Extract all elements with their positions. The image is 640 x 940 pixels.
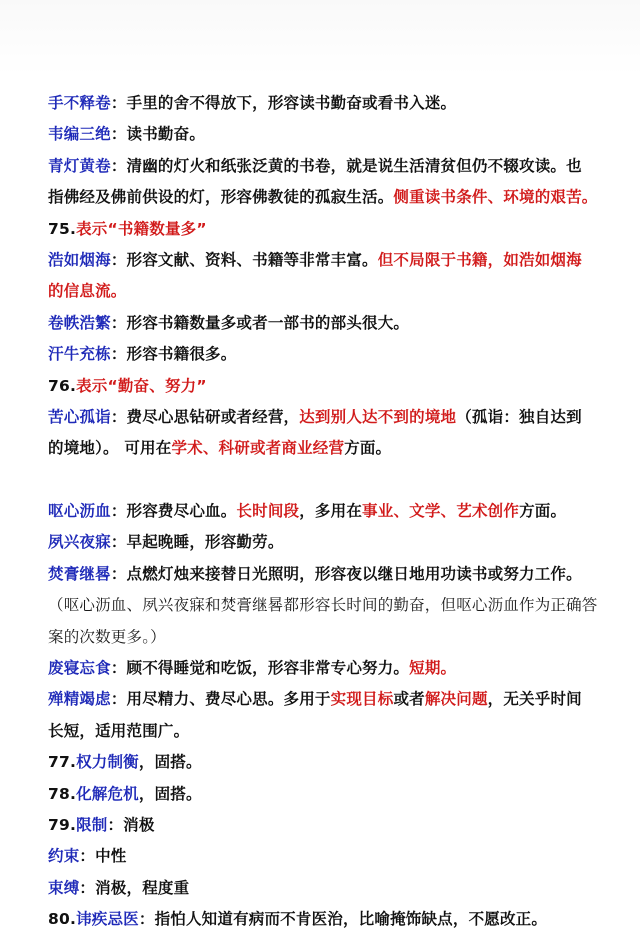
body-text: ：读书勤奋。 <box>110 125 206 144</box>
text-line <box>48 151 622 182</box>
text-line <box>48 779 622 810</box>
text-line <box>48 622 622 653</box>
body-text: ：形容书籍数量多或者一部书的部头很大。 <box>110 313 410 332</box>
body-text: ：顾不得睡觉和吃饭，形容非常专心努力。 <box>110 658 410 677</box>
text-line <box>48 276 622 307</box>
idiom-term: 废寝忘食 <box>48 658 111 677</box>
body-text: ，固搭。 <box>138 753 202 772</box>
text-line <box>48 527 622 558</box>
idiom-term: 束缚 <box>48 878 80 897</box>
text-line <box>48 433 622 464</box>
idiom-term: 化解危机 <box>76 784 139 803</box>
body-text: 76. <box>48 376 77 395</box>
text-line <box>48 747 622 778</box>
body-text: ，多用在 <box>299 501 363 520</box>
text-line <box>48 245 622 276</box>
body-text: 79. <box>48 815 77 834</box>
text-line <box>48 559 622 590</box>
highlight-text: 解决问题 <box>424 690 488 709</box>
body-text: 案的次数更多。） <box>48 627 166 646</box>
idiom-term: 苦心孤诣 <box>48 408 111 427</box>
body-text: ：形容费尽心血。 <box>110 501 237 520</box>
highlight-text: 长时间段 <box>236 501 300 520</box>
highlight-text: 学术、科研或者商业经营 <box>171 439 345 458</box>
text-line <box>48 119 622 150</box>
text-line <box>48 182 622 213</box>
text-line <box>48 810 622 841</box>
text-line <box>48 841 622 872</box>
idiom-term: 青灯黄卷 <box>48 156 111 175</box>
highlight-text: 表示“书籍数量多” <box>76 219 207 238</box>
body-text: ，固搭。 <box>138 784 202 803</box>
idiom-term: 夙兴夜寐 <box>48 533 111 552</box>
idiom-term: 焚膏继晷 <box>48 564 111 583</box>
body-text: ：形容书籍很多。 <box>110 345 237 364</box>
body-text: ：消极 <box>107 815 155 834</box>
body-text: 方面。 <box>519 501 567 520</box>
body-text: 指佛经及佛前供设的灯，形容佛教徒的孤寂生活。 <box>48 188 394 207</box>
text-line <box>48 496 622 527</box>
text-line <box>48 88 622 119</box>
idiom-term: 殚精竭虑 <box>48 690 111 709</box>
highlight-text: 事业、文学、艺术创作 <box>362 501 520 520</box>
body-text: ：早起晚睡，形容勤劳。 <box>110 533 284 552</box>
body-text: ：清幽的灯火和纸张泛黄的书卷，就是说生活清贫但仍不辍攻读。也 <box>110 156 582 175</box>
body-text: （孤诣：独自达到 <box>456 408 582 427</box>
body-text: ：中性 <box>79 847 127 866</box>
highlight-text: 实现目标 <box>330 690 394 709</box>
highlight-text: 侧重读书条件、环境的艰苦。 <box>393 188 598 207</box>
text-line <box>48 873 622 904</box>
highlight-text: 短期。 <box>409 658 457 677</box>
body-text: 75. <box>48 219 77 238</box>
highlight-text: 表示“勤奋、努力” <box>76 376 207 395</box>
text-line <box>48 308 622 339</box>
idiom-term: 权力制衡 <box>76 753 139 772</box>
body-text: ：形容文献、资料、书籍等非常丰富。 <box>110 251 378 270</box>
body-text: 77. <box>48 753 77 772</box>
body-text: 80. <box>48 910 77 929</box>
body-text: 78. <box>48 784 77 803</box>
text-line <box>48 339 622 370</box>
idiom-term: 卷帙浩繁 <box>48 313 111 332</box>
blank-line <box>48 465 622 496</box>
idiom-term: 呕心沥血 <box>48 501 111 520</box>
highlight-text: 的信息流。 <box>48 282 127 301</box>
highlight-text: 但不局限于书籍，如浩如烟海 <box>377 251 582 270</box>
body-text: 的境地）。 可用在 <box>48 439 172 458</box>
highlight-text: 达到别人达不到的境地 <box>299 408 457 427</box>
text-line <box>48 371 622 402</box>
body-text: （呕心沥血、夙兴夜寐和焚膏继晷都形容长时间的勤奋，但呕心沥血作为正确答 <box>48 596 598 615</box>
idiom-term: 讳疾忌医 <box>76 910 139 929</box>
text-line <box>48 716 622 747</box>
idiom-term: 手不释卷 <box>48 94 111 112</box>
body-text: ：点燃灯烛来接替日光照明，形容夜以继日地用功读书或努力工作。 <box>110 564 582 583</box>
text-line <box>48 402 622 433</box>
body-text: 或者 <box>393 690 425 709</box>
body-text: ：用尽精力、费尽心思。多用于 <box>110 690 331 709</box>
body-text: ：消极，程度重 <box>79 878 190 897</box>
text-line <box>48 214 622 245</box>
idiom-term: 韦编三绝 <box>48 125 111 144</box>
body-text: 长短，适用范围广。 <box>48 721 190 740</box>
body-text: ：费尽心思钻研或者经营， <box>110 408 300 427</box>
text-line <box>48 653 622 684</box>
text-line <box>48 590 622 621</box>
body-text: ，无关乎时间 <box>487 690 582 709</box>
idiom-term: 汗牛充栋 <box>48 345 111 364</box>
idiom-term: 约束 <box>48 847 80 866</box>
body-text: ：指怕人知道有病而不肯医治，比喻掩饰缺点，不愿改正。 <box>138 910 548 929</box>
text-line <box>48 904 622 935</box>
idiom-term: 浩如烟海 <box>48 251 111 270</box>
idiom-term: 限制 <box>76 815 108 834</box>
body-text: ：手里的舍不得放下，形容读书勤奋或看书入迷。 <box>110 94 457 112</box>
text-line <box>48 684 622 715</box>
body-text: 方面。 <box>344 439 392 458</box>
